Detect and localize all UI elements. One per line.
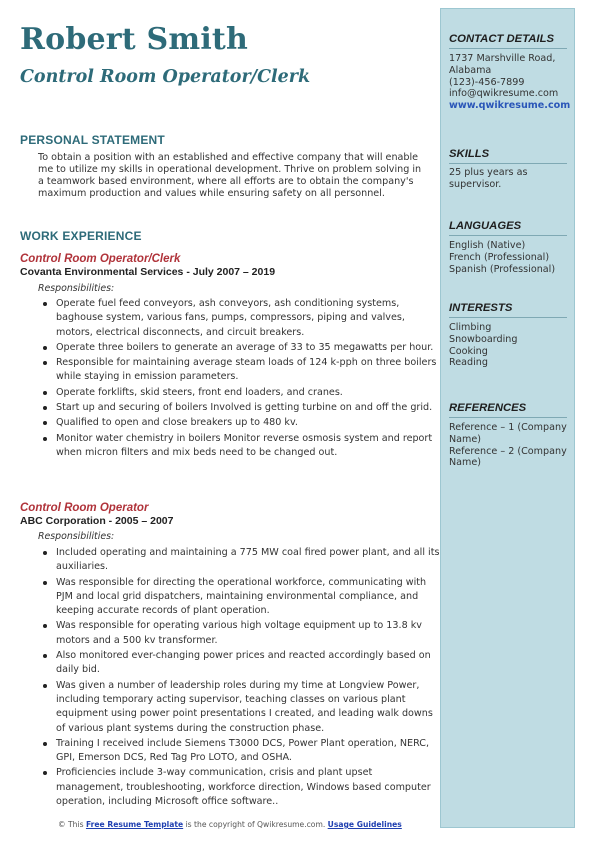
footer-prefix: © This bbox=[58, 820, 86, 829]
languages-list bbox=[449, 240, 571, 275]
list-item: Proficiencies include 3-way communication, crisis and plant upset management, troubleshooting, workforce direction, Windows based computer operation, including Microsoft office software.. bbox=[56, 766, 441, 809]
personal-statement-text: To obtain a position with an established and effective company that will enable me to utilize my skills in operational development. Thrive on problem solving in a teamwork based environment, where all efforts are to obtain the company's maximum production and values while ensuring safety on all personnel. bbox=[38, 152, 422, 199]
list-item: English (Native) bbox=[449, 240, 526, 251]
list-item: 25 plus years as supervisor. bbox=[449, 167, 528, 190]
skills-heading: SKILLS bbox=[449, 148, 490, 160]
copyright-footer bbox=[58, 820, 438, 829]
job-title: Control Room Operator bbox=[20, 502, 149, 514]
responsibilities-label: Responsibilities: bbox=[38, 283, 115, 294]
address-line: Alabama bbox=[449, 64, 492, 76]
contact-heading: CONTACT DETAILS bbox=[449, 33, 555, 45]
list-item: Qualified to open and close breakers up to 480 kv. bbox=[56, 416, 441, 430]
section-divider bbox=[449, 317, 567, 318]
usage-guidelines-link[interactable]: Usage Guidelines bbox=[327, 820, 402, 829]
free-resume-template-link[interactable]: Free Resume Template bbox=[85, 820, 184, 829]
list-item: Cooking bbox=[449, 345, 488, 357]
list-item: Operate forklifts, skid steers, front end loaders, and cranes. bbox=[56, 386, 441, 400]
references-heading: REFERENCES bbox=[449, 402, 527, 414]
list-item: Snowboarding bbox=[449, 333, 518, 345]
languages-heading: LANGUAGES bbox=[449, 220, 522, 232]
phone-number: (123)-456-7899 bbox=[449, 76, 525, 88]
list-item: Reading bbox=[449, 357, 488, 369]
skills-list bbox=[449, 167, 571, 191]
interests-heading: INTERESTS bbox=[449, 302, 513, 314]
interests-list bbox=[449, 322, 571, 369]
list-item: French (Professional) bbox=[449, 251, 550, 263]
list-item: Responsible for maintaining average steam loads of 124 k-pph on three boilers while staying in emission parameters. bbox=[56, 356, 441, 385]
section-divider bbox=[449, 417, 567, 418]
job-company-line: Covanta Environmental Services - July 2007 – 2019 bbox=[20, 266, 276, 278]
list-item: Start up and securing of boilers Involved is getting turbine on and off the grid. bbox=[56, 401, 441, 415]
list-item: Monitor water chemistry in boilers Monitor reverse osmosis system and report when micron filters and mix beds need to be changed out. bbox=[56, 432, 441, 461]
list-item: Training I received include Siemens T3000 DCS, Power Plant operation, NERC, GPI, Emerson DCS, Red Tag Pro LOTO, and OSHA. bbox=[56, 737, 441, 766]
section-divider bbox=[449, 163, 567, 164]
footer-middle: is the copyright of Qwikresume.com. bbox=[183, 820, 328, 829]
list-item: Operate three boilers to generate an average of 33 to 35 megawatts per hour. bbox=[56, 341, 441, 355]
email-address[interactable]: info@qwikresume.com bbox=[449, 88, 559, 100]
candidate-title: Control Room Operator/Clerk bbox=[20, 67, 311, 87]
list-item: Reference – 1 (Company Name) bbox=[449, 422, 567, 445]
list-item: Climbing bbox=[449, 322, 492, 333]
contact-details bbox=[449, 53, 571, 112]
job-title: Control Room Operator/Clerk bbox=[20, 253, 181, 265]
responsibilities-label: Responsibilities: bbox=[38, 531, 115, 542]
job-company-line: ABC Corporation - 2005 – 2007 bbox=[20, 515, 174, 527]
personal-statement-heading: PERSONAL STATEMENT bbox=[20, 133, 165, 147]
job-bullet-list bbox=[40, 297, 441, 461]
list-item: Included operating and maintaining a 775 MW coal fired power plant, and all its auxiliaries. bbox=[56, 546, 441, 575]
job-bullet-list bbox=[40, 546, 441, 810]
sidebar bbox=[440, 8, 575, 828]
candidate-name: Robert Smith bbox=[20, 22, 248, 57]
list-item: Operate fuel feed conveyors, ash conveyors, ash conditioning systems, baghouse system, various fans, pumps, compressors, piping and valves, motors, electrical disconnects, and circuit breakers. bbox=[56, 297, 441, 340]
list-item: Spanish (Professional) bbox=[449, 263, 556, 275]
list-item: Was given a number of leadership roles during my time at Longview Power, including temporary acting supervisor, teaching classes on various plant equipment using power point presentations I created, and leading walk downs of various plant systems during the construction phase. bbox=[56, 679, 441, 736]
list-item: Reference – 2 (Company Name) bbox=[449, 445, 567, 469]
list-item: Was responsible for directing the operational workforce, communicating with PJM and local grid dispatchers, maintaining environmental compliance, and keeping accurate records of plant operation. bbox=[56, 576, 441, 619]
references-list bbox=[449, 422, 571, 469]
website-link[interactable]: www.qwikresume.com bbox=[449, 100, 571, 112]
work-experience-heading: WORK EXPERIENCE bbox=[20, 229, 142, 243]
address-line: 1737 Marshville Road, bbox=[449, 53, 556, 64]
list-item: Also monitored ever-changing power prices and reacted accordingly based on daily bid. bbox=[56, 649, 441, 678]
list-item: Was responsible for operating various high voltage equipment up to 13.8 kv motors and a 500 kv transformer. bbox=[56, 619, 441, 648]
section-divider bbox=[449, 235, 567, 236]
section-divider bbox=[449, 48, 567, 49]
